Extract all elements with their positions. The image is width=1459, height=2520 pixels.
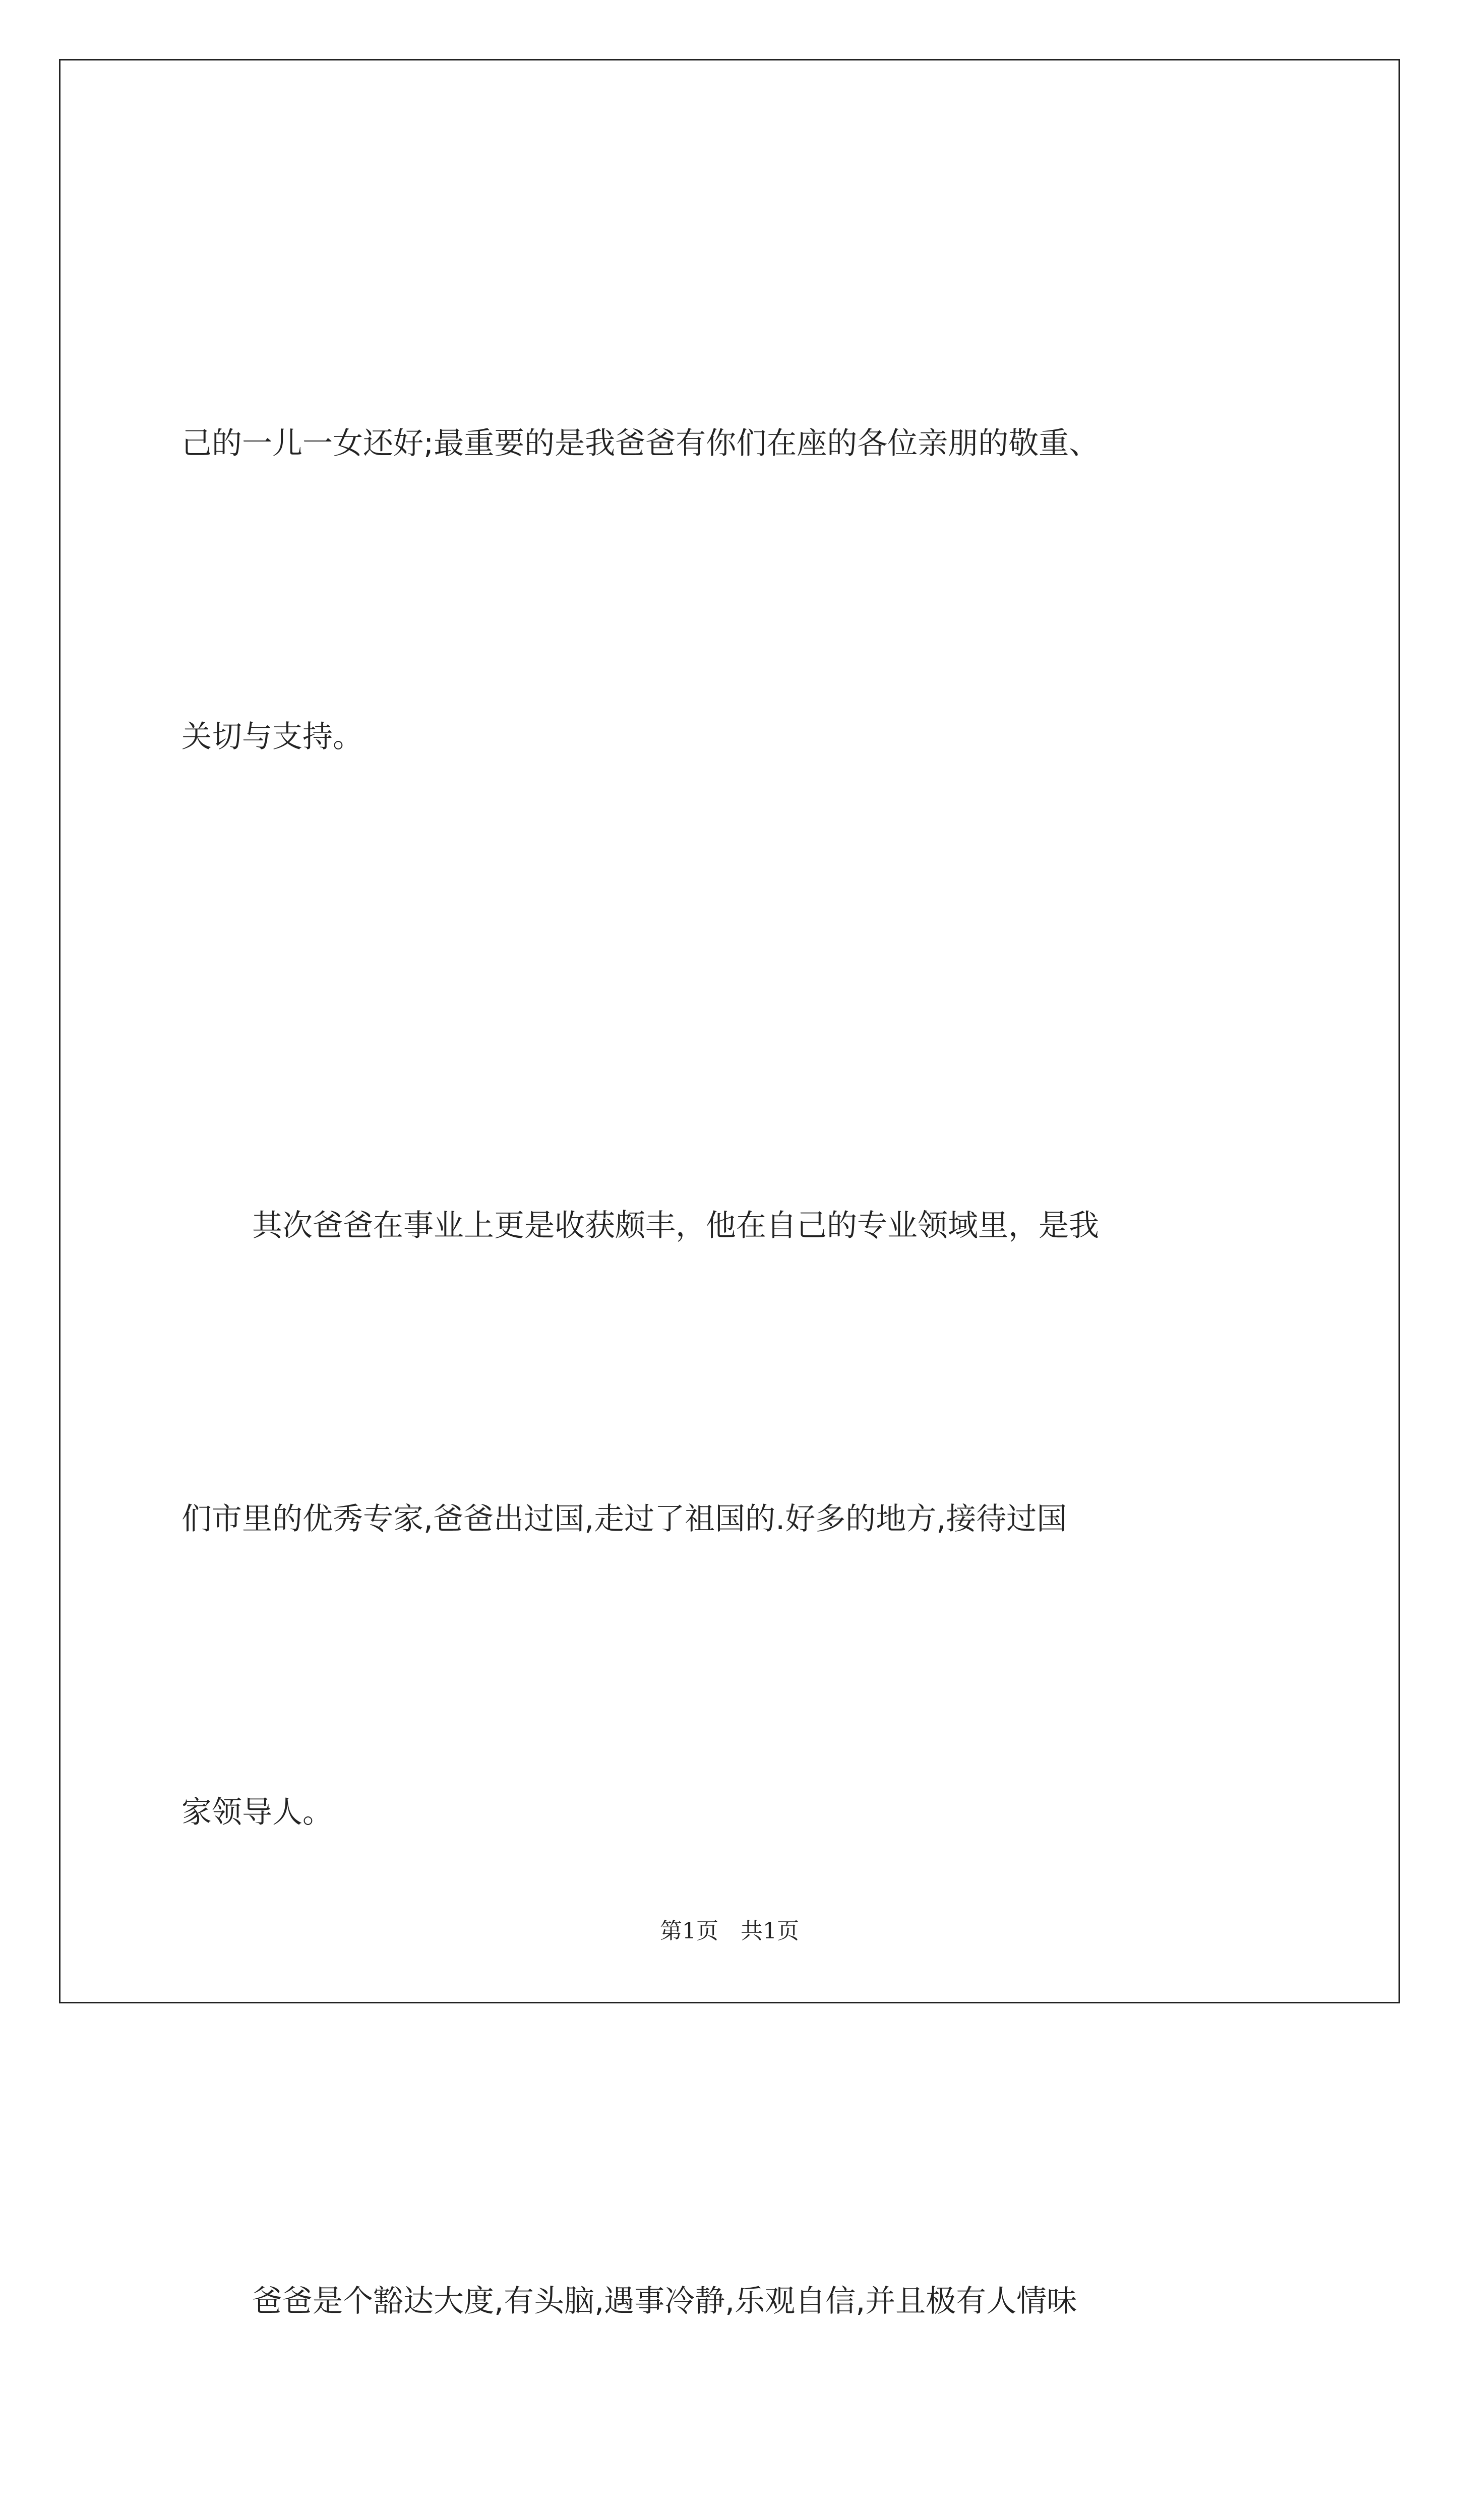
paragraph-2	[181, 981, 1286, 2057]
document-body	[181, 199, 1286, 2520]
text-line: 关切与支持。	[181, 719, 363, 754]
text-line: 家领导人。	[181, 1795, 333, 1830]
paragraph-3	[181, 2057, 1286, 2520]
text-line: 其次爸爸在事业上更是收获颇丰，他在自己的专业领域里，是我	[252, 1208, 1099, 1243]
text-line: 们市里的优秀专家,爸爸出过国,走过了祖国的.好多的地方,接待过国	[181, 1501, 1067, 1537]
text-line: 爸爸是个豁达大度,有头脑,遇事冷静,乐观自信,并且极有人情味	[252, 2284, 1077, 2319]
paragraph-1	[181, 199, 1286, 981]
page-number-footer: 第1页 共1页	[660, 1918, 799, 1944]
text-line: 己的一儿一女还好;最重要的是我爸爸有你们在座的各位亲朋的敬重、	[181, 426, 1100, 461]
